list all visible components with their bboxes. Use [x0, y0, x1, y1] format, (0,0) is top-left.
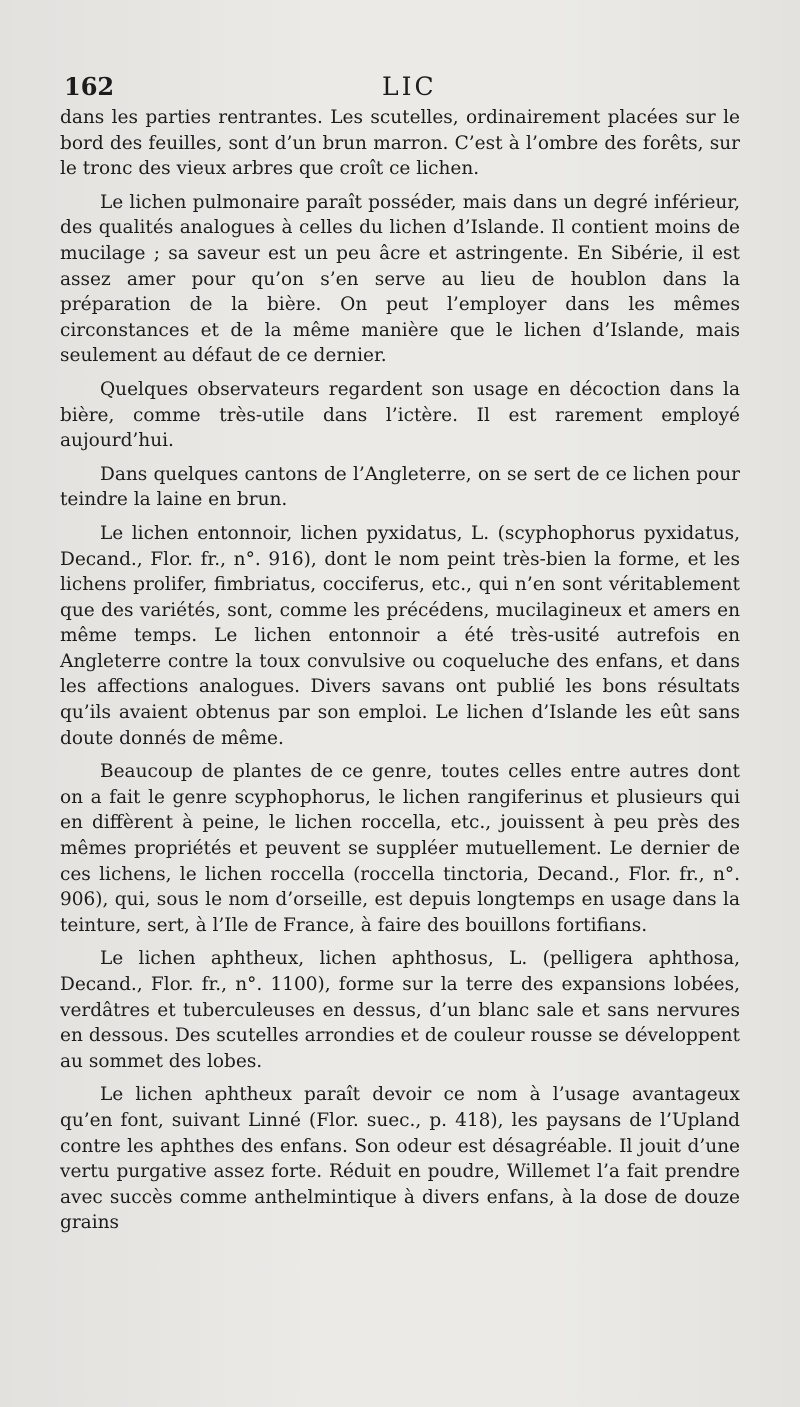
paragraph-observateurs: Quelques observateurs regardent son usage en décoction dans la bière, comme très-utile dans l’ictère. Il est rarement employé aujourd’hui. [60, 378, 740, 452]
paragraph-continuation: dans les parties rentrantes. Les scutelles, ordinairement placées sur le bord des feuilles, sont d’un brun marron. C’est à l’ombre des forêts, sur le tronc des vieux arbres que croît ce lichen. [60, 107, 740, 180]
paragraph-lichen-pulmonaire: Le lichen pulmonaire paraît posséder, mais dans un degré inférieur, des qualités analogues à celles du lichen d’Islande. Il contient moins de mucilage ; sa saveur est un peu âcre et astringente. En Sibérie, il est assez amer pour qu’on s’en serve au lieu de houblon dans la préparation de la bière. On peut l’employer dans les mêmes circonstances et de la même manière que le lichen d’Islande, mais seulement au défaut de ce dernier. [60, 191, 740, 367]
running-title: LIC [382, 72, 437, 101]
running-head [64, 72, 744, 102]
paragraph-plantes-genre: Beaucoup de plantes de ce genre, toutes celles entre autres dont on a fait le genre scyphophorus, le lichen rangiferinus et plusieurs qui en diffèrent à peine, le lichen roccella, etc., jouissent à peu près des mêmes propriétés et peuvent se suppléer mutuellement. Le dernier de ces lichens, le lichen roccella (roccella tinctoria, Decand., Flor. fr., n°. 906), qui, sous le nom d’orseille, est depuis longtemps en usage dans la teinture, sert, à l’Ile de France, à faire des bouillons fortifians. [60, 761, 740, 936]
paragraph-lichen-entonnoir: Le lichen entonnoir, lichen pyxidatus, L. (scyphophorus pyxidatus, Decand., Flor. fr., n°. 916), dont le nom peint très-bien la forme, et les lichens prolifer, fimbriatus, cocciferus, etc., qui n’en sont véritablement que des variétés, sont, comme les précédens, mucilagineux et amers en même temps. Le lichen entonnoir a été très-usité autrefois en Angleterre contre la toux convulsive ou coqueluche des enfans, et dans les affections analogues. Divers savans ont publié les bons résultats qu’ils avaient obtenus par son emploi. Le lichen d’Islande les eût sans doute donnés de même. [60, 522, 740, 749]
paragraph-angleterre: Dans quelques cantons de l’Angleterre, on se sert de ce lichen pour teindre la laine en brun. [60, 463, 740, 511]
page-number: 162 [64, 72, 115, 101]
body-text [60, 105, 740, 1244]
paragraph-lichen-aphtheux: Le lichen aphtheux, lichen aphthosus, L. (pelligera aphthosa, Decand., Flor. fr., n°. 1100), forme sur la terre des expansions lobées, verdâtres et tuberculeuses en dessus, d’un blanc sale et sans nervures en dessous. Des scutelles arrondies et de couleur rousse se développent au sommet des lobes. [60, 948, 740, 1072]
paragraph-aphtheux-usage: Le lichen aphtheux paraît devoir ce nom à l’usage avantageux qu’en font, suivant Linné (Flor. suec., p. 418), les paysans de l’Upland contre les aphthes des enfans. Son odeur est désagréable. Il jouit d’une vertu purgative assez forte. Réduit en poudre, Willemet l’a fait prendre avec succès comme anthelmintique à divers enfans, à la dose de douze grains [60, 1084, 740, 1234]
